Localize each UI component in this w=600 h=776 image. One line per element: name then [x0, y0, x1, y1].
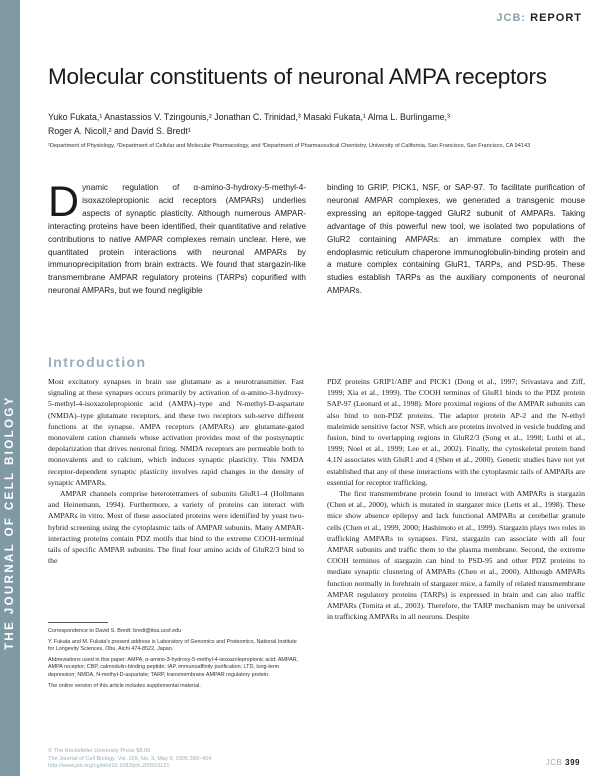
affiliations: ¹Department of Physiology, ²Department of Cellular and Molecular Pharmacology, and ³Department of Pharmaceutical Chemistry, University of California, San Francisco, San Francisco, CA 94143: [48, 143, 531, 149]
publication-info: [48, 748, 308, 771]
intro-paragraph-4: The first transmembrane protein found to interact with AMPARs is stargazin (Chen et al., 2000), which is mutated in stargazer mice (Letts et al., 1998). These mice show absence epilepsy and lack functional AMPARs at cerebellar granule cells (Chen et al., 1999, 2000; Hashimoto et al., 1999). Stargazin plays two roles in trafficking AMPARs to synapses. First, stargazin can associate with all four AMPAR subunits and traffic them to the plasma membrane. Second, the extreme COOH terminus of stargazin can bind to PSD-95 and other PDZ proteins to mediate synaptic clustering of AMPARs (Chen et al., 2000). Although AMPARs function normally in forebrain of stargazer mice, a family of related transmembrane AMPAR regulatory proteins (TARPs) is expressed in brain and can also traffic AMPARs (Tomita et al., 2003). Therefore, the TARP mechanism may be universal in trafficking AMPARs in all neurons. Despite: [327, 489, 585, 622]
abbreviations-note: Abbreviations used in this paper: AMPA, α-amino-3-hydroxy-5-methyl-4-isoxazolepropionic acid; AMPAR, AMPA receptor; CBP, calmodulin-binding peptide; IAP, immunoaffinity purification; LTD, long-term depression; NMDA, N-methyl-D-aspartate; TARP, transmembrane AMPAR regulatory protein.: [48, 656, 299, 678]
copyright-line: © The Rockefeller University Press $8.00: [48, 748, 151, 754]
page-number: 399: [565, 758, 580, 767]
abstract-left: [48, 178, 306, 298]
present-address-note: Y. Fukata and M. Fukata's present address is Laboratory of Genomics and Proteomics, National Institute for Longevity Sciences, Obu, Aichi 474-8522, Japan.: [48, 638, 297, 653]
page-footer: [546, 758, 580, 767]
authors-line-2: Roger A. Nicoll,² and David S. Bredt¹: [48, 126, 191, 136]
journal-section-tag: [496, 12, 582, 24]
sidebar-label-wrap: [3, 150, 19, 650]
abstract-left-text: ynamic regulation of α-amino-3-hydroxy-5-methyl-4-isoxazolepropionic acid receptors (AMPARs) underlies aspects of synaptic plasticity. Although numerous AMPAR-interacting proteins have been identified, their quantitative and relative contributions to native AMPAR complexes remain unclear. Here, we quantitated protein interactions with neuronal AMPARs by immunoprecipitation from brain extracts. We found that stargazin-like transmembrane AMPAR regulatory proteins (TARPs) copurified with neuronal AMPARs, but we found negligible: [48, 183, 306, 296]
abstract-right: binding to GRIP, PICK1, NSF, or SAP-97. To facilitate purification of neuronal AMPAR complexes, we generated a transgenic mouse expressing an epitope-tagged GluR2 subunit of AMPARs. Taking advantage of this powerful new tool, we isolated two populations of GluR2 containing AMPARs: an immature complex with the endoplasmic reticulum chaperone immunoglobulin-binding protein and a mature complex containing GluR1, TARPs, and PSD-95. These studies establish TARPs as the auxiliary components of neuronal AMPARs.: [327, 183, 585, 296]
intro-paragraph-3: PDZ proteins GRIP1/ABP and PICK1 (Dong et al., 1997; Srivastava and Ziff, 1999; Xia et al., 1999). The COOH terminus of GluR1 binds to the PDZ protein SAP-97 (Leonard et al., 1998). More proximal regions of the AMPAR subunits can also bind to non-PDZ proteins. The adaptor protein AP-2 and the N-ethyl maleimide sensitive factor NSF, which are proteins involved in vesicle budding and fusion, bind to overlapping regions in GluR2/3 (Song et al., 1998; Luthi et al., 1999; Noel et al., 1999; Lee et al., 2002). Finally, the cytoskeletal protein band 4.1N associates with GluR1 and 4 (Shen et al., 2000). Genetic studies have not yet established that any of these interactions with the cytoplasmic tails of AMPARs are essential for receptor trafficking.: [327, 377, 585, 487]
intro-paragraph-2: AMPAR channels comprise heterotetramers of subunits GluR1–4 (Hollmann and Heinemann, 1994). Furthermore, a variety of proteins can interact with AMPARs in vitro. Most of these associated proteins were identified by yeast two-hybrid screening using the cytoplasmic tails of AMPAR subunits. Many AMPAR-interacting proteins contain PDZ motifs that bind to the extreme COOH-terminal tails of specific AMPAR subunits. The final four amino acids of GluR2/3 bind to the: [48, 489, 304, 566]
section-label: REPORT: [530, 12, 582, 24]
correspondence-note: Correspondence to David S. Bredt: bredt@itsa.ucsf.edu: [48, 628, 182, 634]
body-column-right: [327, 376, 585, 622]
authors-line-1: Yuko Fukata,¹ Anastassios V. Tzingounis,² Jonathan C. Trinidad,³ Masaki Fukata,¹ Alma L. Burlingame,³: [48, 112, 450, 122]
article-title: Molecular constituents of neuronal AMPA receptors: [48, 64, 547, 89]
journal-sidebar: [0, 0, 20, 776]
introduction-heading: Introduction: [48, 354, 147, 370]
sidebar-journal-name: THE JOURNAL OF CELL BIOLOGY: [4, 395, 16, 650]
intro-paragraph-1: Most excitatory synapses in brain use glutamate as a neurotransmitter. Fast signaling at these synapses occurs primarily by activation of α-amino-3-hydroxy-5-methyl-4-isoxazolepropionic acid (AMPA)–type and N-methyl-D-aspartate (NMDA)–type glutamate receptors, and these two receptors sub-serve different functions at the synapse. AMPA receptors (AMPARs) are glutamate-gated monovalent cation channels whose activation provides most of the postsynaptic depolarization that drives neuronal firing. NMDA receptors are permeable both to monovalents and to calcium, which induces synaptic plasticity. This NMDA receptor-dependent synaptic plasticity involves rapid changes in the density of synaptic AMPARs.: [48, 377, 304, 487]
journal-abbrev: JCB:: [496, 12, 527, 24]
abstract-dropcap: D: [48, 178, 80, 226]
citation-line: The Journal of Cell Biology, Vol. 169, No. 3, May 9, 2005 399–404: [48, 755, 212, 762]
doi-link[interactable]: http://www.jcb.org/cgi/doi/10.1083/jcb.200501121: [48, 763, 170, 770]
supplemental-note: The online version of this article includes supplemental material.: [48, 682, 201, 689]
footnote-divider: [48, 622, 108, 623]
footnotes: [48, 628, 304, 693]
footer-journal: JCB: [545, 758, 563, 767]
body-column-left: [48, 376, 304, 566]
author-list: [48, 110, 568, 138]
